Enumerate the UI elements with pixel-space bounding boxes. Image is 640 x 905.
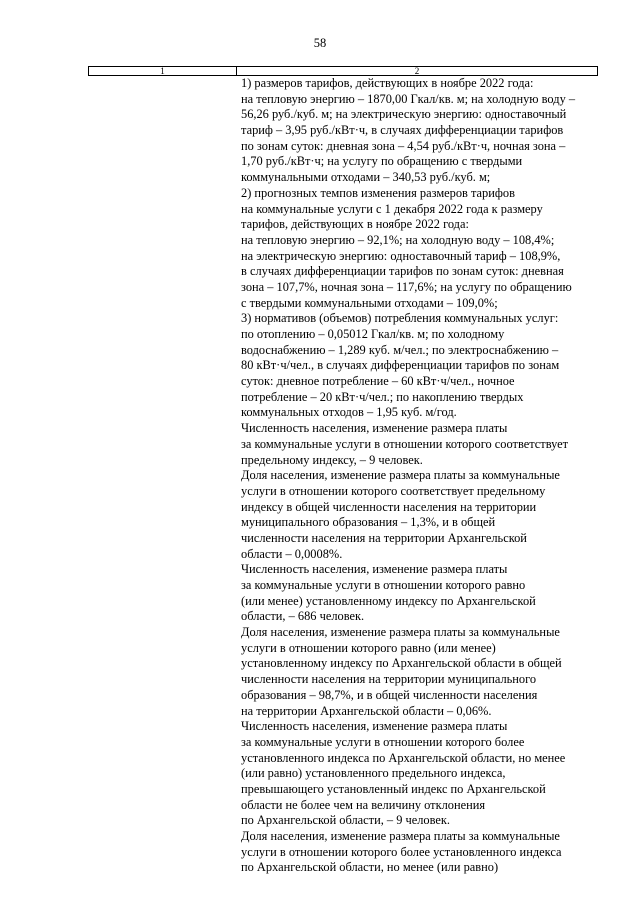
text-line: за коммунальные услуги в отношении которого более <box>241 734 525 749</box>
text-line: Доля населения, изменение размера платы за коммунальные <box>241 468 560 483</box>
text-line: превышающего установленный индекс по Архангельской <box>241 781 546 796</box>
text-line: зона – 107,7%, ночная зона – 117,6%; на услугу по обращению <box>241 279 572 294</box>
text-line: услуги в отношении которого равно (или менее) <box>241 640 496 655</box>
text-line: предельному индексу, – 9 человек. <box>241 452 423 467</box>
text-line: за коммунальные услуги в отношении которого соответствует <box>241 436 569 451</box>
text-line: суток: дневное потребление – 60 кВт·ч/чел., ночное <box>241 374 515 389</box>
column-1-header: 1 <box>89 67 237 75</box>
text-line: тарифов, действующих в ноябре 2022 года: <box>241 217 469 232</box>
text-line: в случаях дифференциации тарифов по зонам суток: дневная <box>241 264 564 279</box>
text-line: образования – 98,7%, и в общей численности населения <box>241 687 538 702</box>
text-line: на территории Архангельской области – 0,06%. <box>241 703 492 718</box>
text-line: муниципального образования – 1,3%, и в общей <box>241 515 496 530</box>
text-line: численности населения на территории муниципального <box>241 672 537 687</box>
text-line: водоснабжению – 1,289 куб. м/чел.; по электроснабжению – <box>241 342 559 357</box>
page-number: 58 <box>313 36 327 50</box>
text-line: по Архангельской области, но менее (или равно) <box>241 860 499 875</box>
text-line: установленному индексу по Архангельской области в общей <box>241 656 562 671</box>
text-line: Численность населения, изменение размера платы <box>241 421 508 436</box>
text-line: по Архангельской области, – 9 человек. <box>241 813 451 828</box>
text-line: услуги в отношении которого более установленного индекса <box>241 844 562 859</box>
text-line: Доля населения, изменение размера платы за коммунальные <box>241 625 560 640</box>
text-line: Численность населения, изменение размера платы <box>241 719 508 734</box>
document-body-text <box>241 76 601 876</box>
text-line: с твердыми коммунальными отходами – 109,0%; <box>241 295 498 310</box>
text-line: за коммунальные услуги в отношении которого равно <box>241 578 526 592</box>
text-line: 80 кВт·ч/чел., в случаях дифференциации тарифов по зонам <box>241 358 560 373</box>
text-line: на электрическую энергию: одноставочный тариф – 108,9%, <box>241 248 561 263</box>
text-line: установленного индекса по Архангельской области, но менее <box>241 750 566 765</box>
text-line: Численность населения, изменение размера платы <box>241 562 508 577</box>
text-line: на тепловую энергию – 92,1%; на холодную воду – 108,4%; <box>241 232 555 247</box>
text-line: индексу в общей численности населения на территории <box>241 499 537 514</box>
text-line: (или менее) установленному индексу по Архангельской <box>241 593 536 608</box>
text-line: по отоплению – 0,05012 Гкал/кв. м; по холодному <box>241 327 505 341</box>
text-line: (или равно) установленного предельного индекса, <box>241 766 506 781</box>
text-line: области не более чем на величину отклонения <box>241 797 486 812</box>
text-line: 1,70 руб./кВт·ч; на услугу по обращению с твердыми <box>241 154 523 169</box>
text-line: области, – 686 человек. <box>241 609 365 624</box>
text-line: 3) нормативов (объемов) потребления коммунальных услуг: <box>241 311 559 326</box>
text-line: Доля населения, изменение размера платы за коммунальные <box>241 829 560 843</box>
text-line: 2) прогнозных темпов изменения размеров тарифов <box>241 185 515 200</box>
text-line: услуги в отношении которого соответствует предельному <box>241 483 546 498</box>
text-line: численности населения на территории Архангельской <box>241 530 527 545</box>
text-line: по зонам суток: дневная зона – 4,54 руб./кВт·ч, ночная зона – <box>241 138 566 153</box>
text-line: потребление – 20 кВт·ч/чел.; по накоплению твердых <box>241 389 524 404</box>
text-line: на коммунальные услуги с 1 декабря 2022 года к размеру <box>241 201 543 216</box>
column-2-header: 2 <box>414 66 420 76</box>
text-line: тариф – 3,95 руб./кВт·ч, в случаях дифференциации тарифов <box>241 123 564 138</box>
table-header-row <box>88 66 598 76</box>
text-line: на тепловую энергию – 1870,00 Гкал/кв. м; на холодную воду – <box>241 91 576 106</box>
text-line: 1) размеров тарифов, действующих в ноябре 2022 года: <box>241 76 534 90</box>
text-line: 56,26 руб./куб. м; на электрическую энергию: одноставочный <box>241 107 567 122</box>
text-line: коммунальными отходами – 340,53 руб./куб. м; <box>241 170 491 185</box>
text-line: коммунальных отходов – 1,95 куб. м/год. <box>241 405 457 420</box>
text-line: области – 0,0008%. <box>241 546 343 561</box>
